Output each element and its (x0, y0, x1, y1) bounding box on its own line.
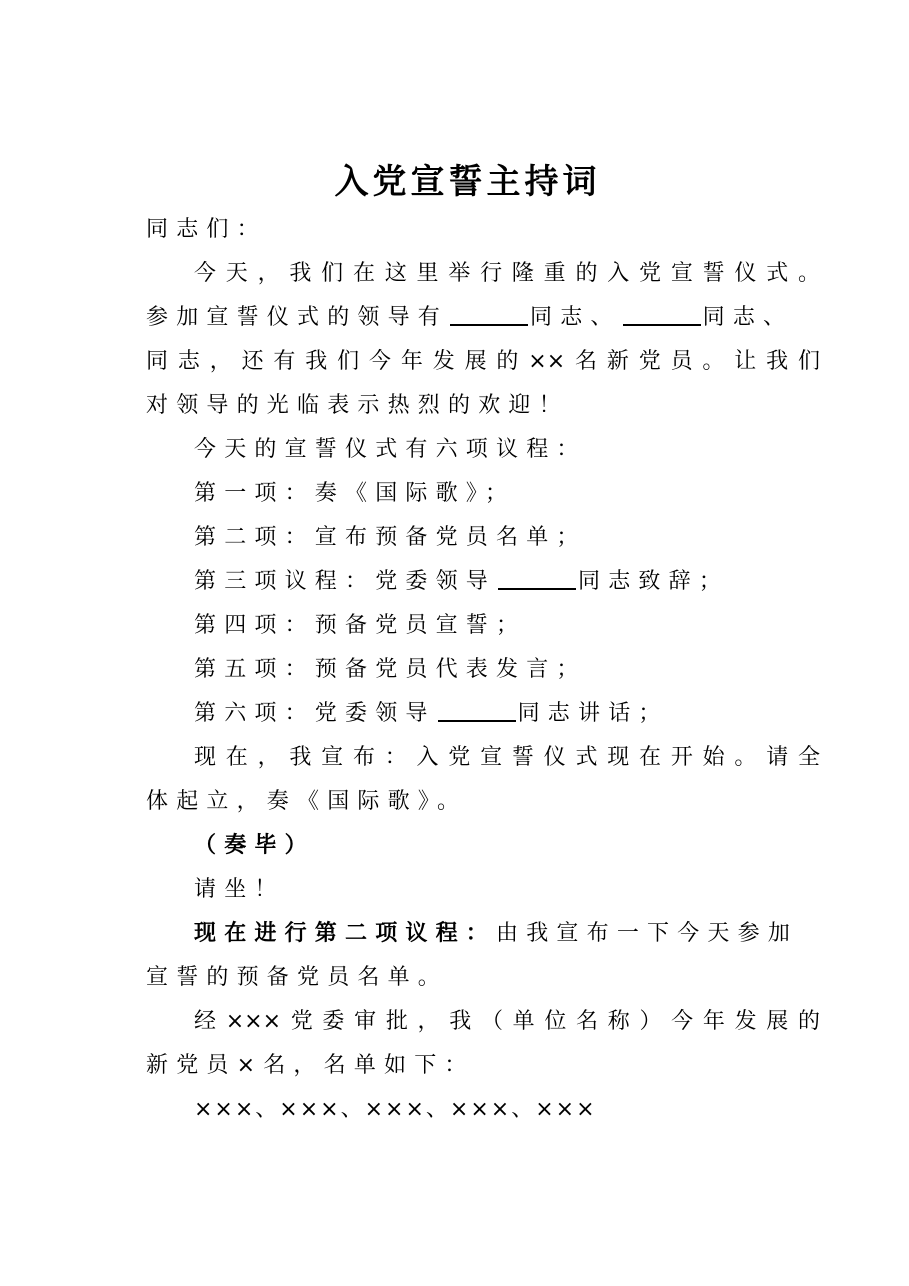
leader-name-blank-1 (450, 302, 528, 326)
agenda-item-6 (146, 692, 820, 736)
member-names-list: ×××、×××、×××、×××、××× (194, 1097, 597, 1122)
speaker-name-blank-1 (498, 566, 576, 590)
agenda-item-3-suffix: 同志致辞； (578, 569, 730, 594)
approval-line-2: 新党员×名，名单如下： (146, 1053, 475, 1078)
intro-comrade-text-2: 同志、 (702, 305, 794, 330)
announce-line-2: 体起立，奏《国际歌》。 (146, 789, 468, 814)
second-item-text: 由我宣布一下今天参加 (496, 921, 799, 946)
document-title: 入党宣誓主持词 (334, 162, 601, 202)
anthem-done-note: （奏毕） (194, 833, 315, 858)
agenda-item-3 (146, 560, 820, 604)
second-item-line-1 (146, 912, 820, 956)
announce-line-1: 现在，我宣布：入党宣誓仪式现在开始。请全 (194, 745, 820, 770)
please-sit: 请坐！ (194, 877, 285, 902)
agenda-item-3-text: 第三项议程：党委领导 (194, 569, 497, 594)
second-item-heading: 现在进行第二项议程： (194, 921, 497, 946)
intro-line-3: 同志，还有我们今年发展的××名新党员。让我们 (146, 349, 820, 374)
salutation: 同志们： (146, 217, 267, 242)
agenda-item-5: 第五项：预备党员代表发言； (194, 657, 587, 682)
document-body (146, 208, 820, 1132)
agenda-item-1: 第一项：奏《国际歌》； (194, 481, 516, 506)
agenda-intro: 今天的宣誓仪式有六项议程： (194, 437, 587, 462)
intro-line-2 (146, 296, 820, 340)
intro-line-4: 对领导的光临表示热烈的欢迎！ (146, 393, 569, 418)
agenda-item-2: 第二项：宣布预备党员名单； (194, 525, 587, 550)
agenda-item-6-suffix: 同志讲话； (517, 701, 669, 726)
approval-line-1: 经×××党委审批，我（单位名称）今年发展的 (194, 1009, 820, 1034)
leader-name-blank-2 (623, 302, 701, 326)
intro-line-1: 今天，我们在这里举行隆重的入党宣誓仪式。 (194, 261, 820, 286)
second-item-line-2: 宣誓的预备党员名单。 (146, 965, 449, 990)
intro-comrade-text-1: 同志、 (530, 305, 621, 330)
speaker-name-blank-2 (438, 698, 516, 722)
agenda-item-6-text: 第六项：党委领导 (194, 701, 436, 726)
intro-leaders-text: 参加宣誓仪式的领导有 (146, 305, 449, 330)
agenda-item-4: 第四项：预备党员宣誓； (194, 613, 527, 638)
